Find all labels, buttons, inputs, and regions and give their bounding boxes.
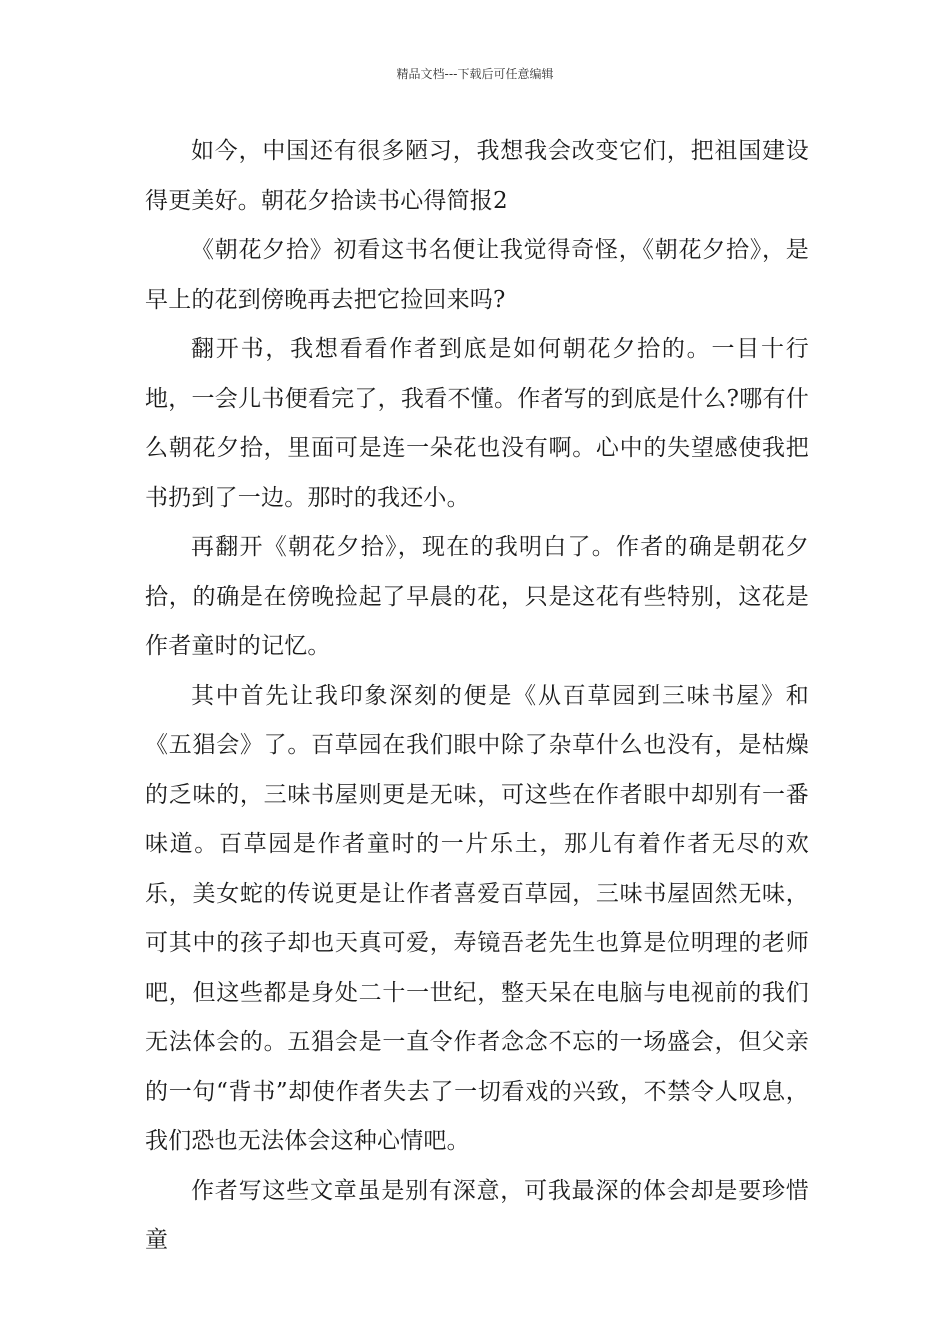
document-body (145, 127, 809, 1266)
paragraph-3: 翻开书，我想看看作者到底是如何朝花夕拾的。一目十行地，一会儿书便看完了，我看不懂。作者写的到底是什么?哪有什么朝花夕拾，里面可是连一朵花也没有啊。心中的失望感使我把书扔到了一边。那时的我还小。 (145, 336, 809, 511)
paragraph-2: 《朝花夕拾》初看这书名便让我觉得奇怪，《朝花夕拾》，是早上的花到傍晚再去把它捡回来吗? (145, 237, 809, 313)
paragraph-1: 如今，中国还有很多陋习，我想我会改变它们，把祖国建设得更美好。朝花夕拾读书心得简报2 (145, 138, 809, 214)
paragraph-5: 其中首先让我印象深刻的便是《从百草园到三味书屋》和《五猖会》了。百草园在我们眼中除了杂草什么也没有，是枯燥的乏味的，三味书屋则更是无味，可这些在作者眼中却别有一番味道。百草园是作者童时的一片乐土，那儿有着作者无尽的欢乐，美女蛇的传说更是让作者喜爱百草园，三味书屋固然无味，可其中的孩子却也天真可爱，寿镜吾老先生也算是位明理的老师吧，但这些都是身处二十一世纪，整天呆在电脑与电视前的我们无法体会的。五猖会是一直令作者念念不忘的一场盛会，但父亲的一句“背书”却使作者失去了一切看戏的兴致，不禁令人叹息，我们恐也无法体会这种心情吧。 (145, 682, 809, 1154)
paragraph-6: 作者写这些文章虽是别有深意，可我最深的体会却是要珍惜童 (145, 1177, 809, 1253)
paragraph-4: 再翻开《朝花夕拾》，现在的我明白了。作者的确是朝花夕拾，的确是在傍晚捡起了早晨的花，只是这花有些特别，这花是作者童时的记忆。 (145, 534, 809, 659)
page-header: 精品文档---下载后可任意编辑 (396, 67, 554, 81)
